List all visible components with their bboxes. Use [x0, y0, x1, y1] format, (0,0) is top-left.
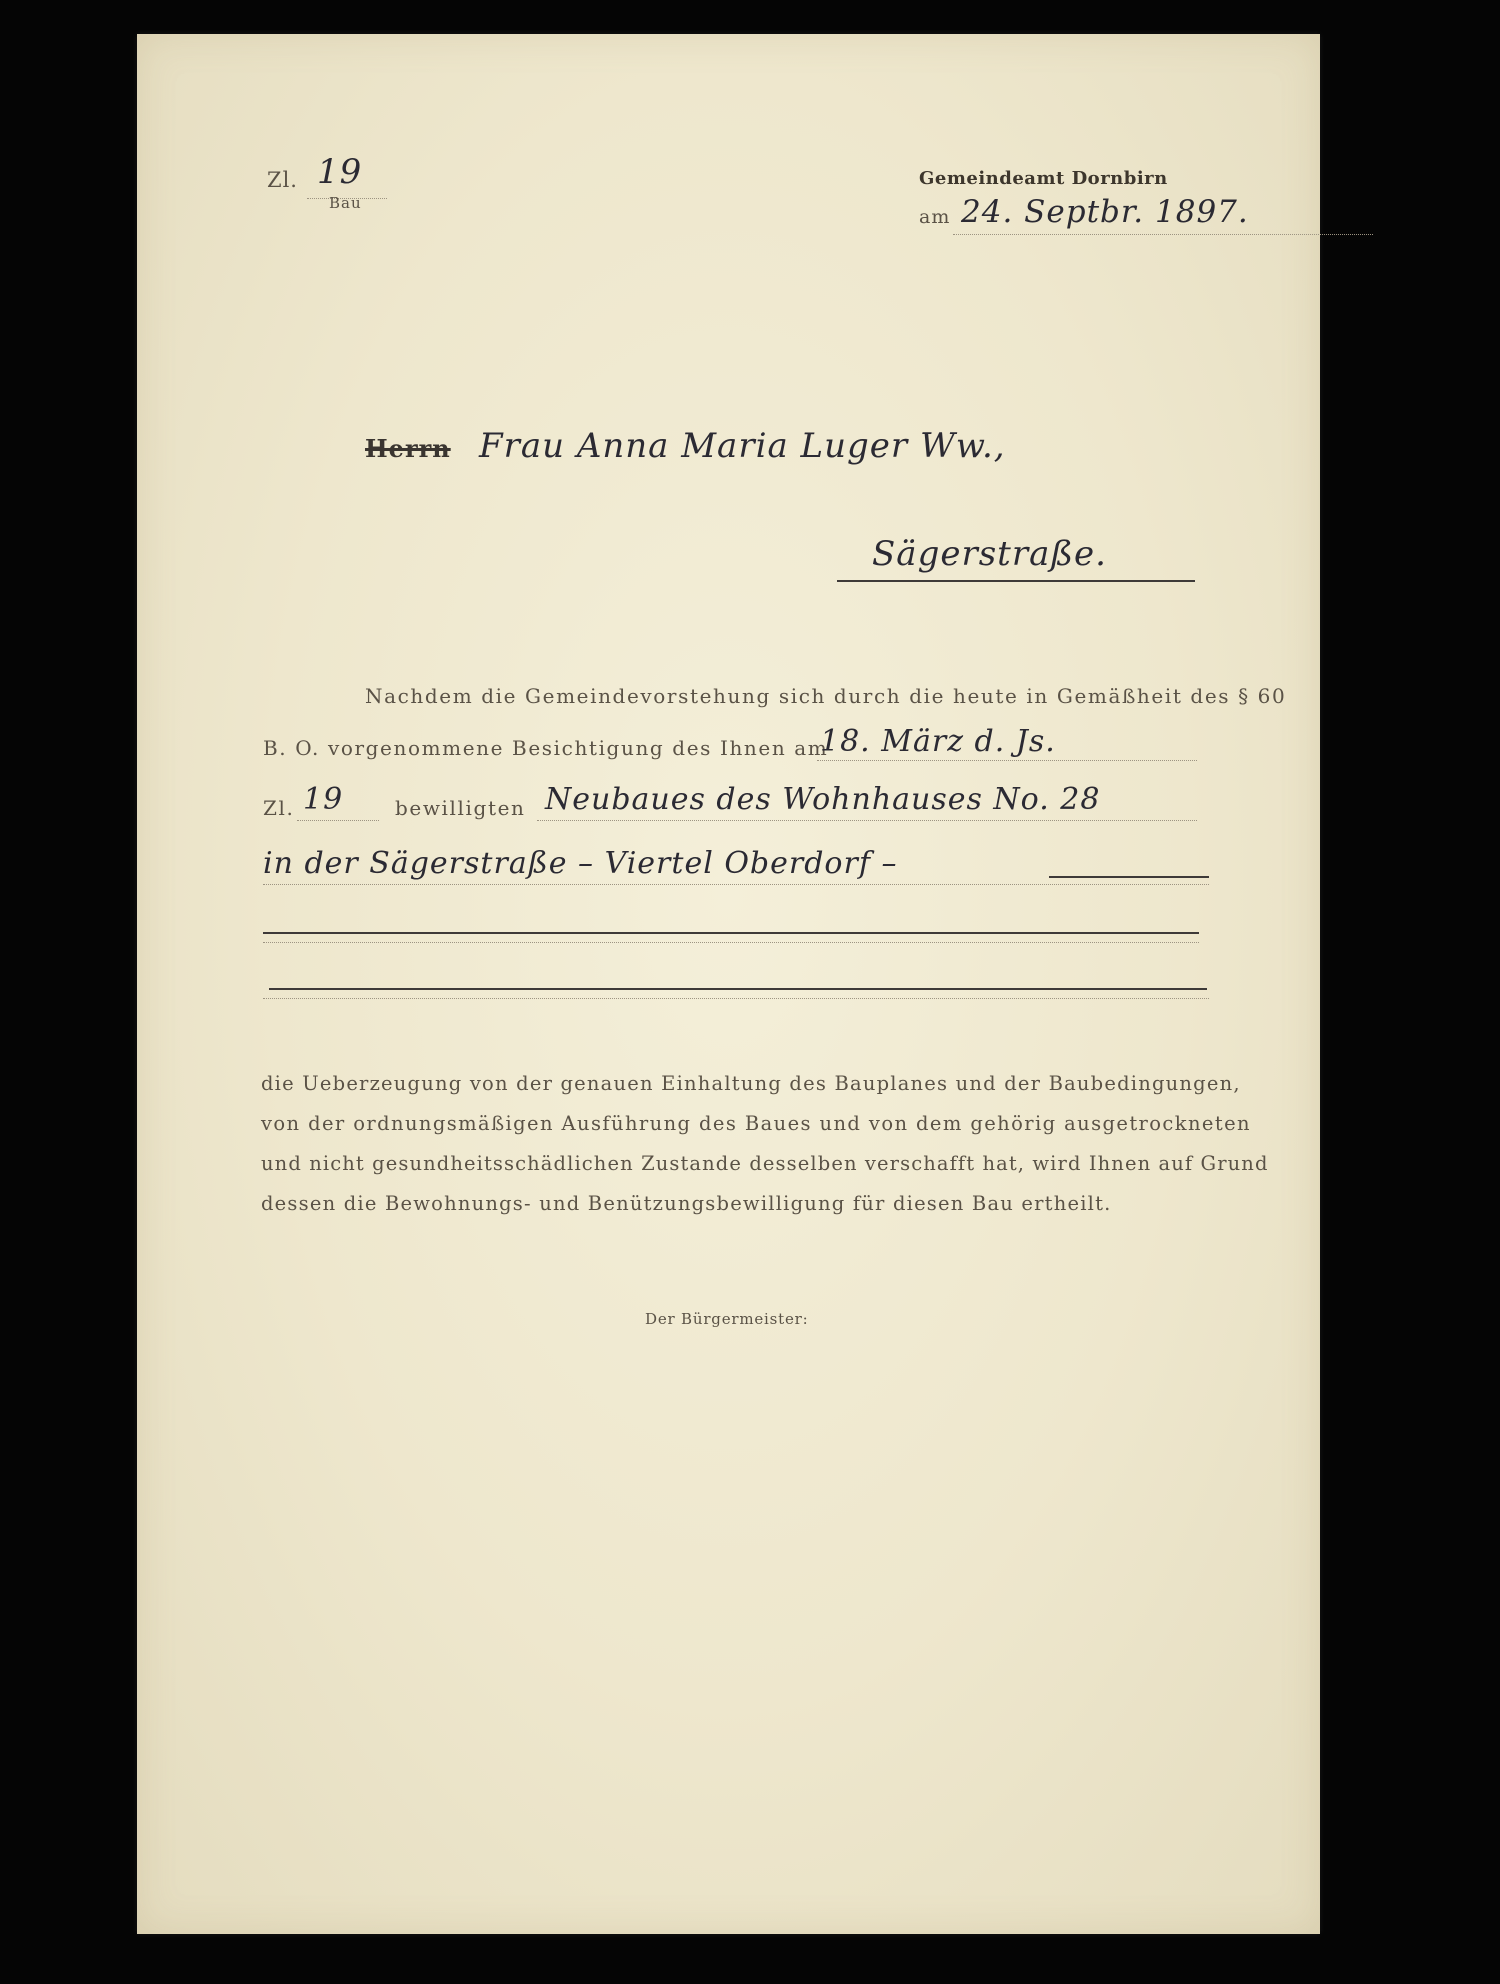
fill-stroke-2 — [269, 988, 1207, 990]
para2-line-4: dessen die Bewohnungs- und Benützungsbewilligung für diesen Bau ertheilt. — [261, 1192, 1112, 1215]
zl-number: 19 — [317, 152, 363, 192]
addressee-name: Frau Anna Maria Luger Ww., — [479, 426, 1006, 466]
date-dotline — [953, 234, 1373, 235]
line-4-dotline — [263, 884, 1209, 885]
body-line-2-print: B. O. vorgenommene Besichtigung des Ihnen am — [263, 736, 829, 760]
body-line-3-hand: Neubaues des Wohnhauses No. 28 — [545, 782, 1101, 817]
body-line-4-hand: in der Sägerstraße – Viertel Oberdorf – — [263, 846, 898, 881]
body-line-1: Nachdem die Gemeindevorstehung sich durch die heute in Gemäßheit des § 60 — [365, 684, 1287, 708]
zl-label: Zl. — [267, 168, 298, 192]
fill-stroke-1 — [263, 932, 1199, 934]
line-2-dotline — [817, 760, 1197, 761]
addressee-street: Sägerstraße. — [872, 534, 1107, 574]
body-line-3-zl: Zl. — [263, 796, 295, 820]
body-line-3-print: bewilligten — [395, 796, 526, 820]
body-line-3-num: 19 — [303, 782, 344, 817]
para2-line-2: von der ordnungsmäßigen Ausführung des Baues und von dem gehörig ausgetrockneten — [261, 1112, 1251, 1135]
street-underline — [837, 580, 1195, 582]
para2-line-1: die Ueberzeugung von der genauen Einhaltung des Bauplanes und der Baubedingungen, — [261, 1072, 1241, 1095]
fill-dotline-2 — [263, 998, 1209, 999]
line-3-num-dotline — [297, 820, 379, 821]
document-sheet — [137, 34, 1320, 1934]
line-3-dotline — [537, 820, 1197, 821]
fill-dotline-1 — [263, 942, 1199, 943]
para2-line-3: und nicht gesundheitsschädlichen Zustande desselben verschafft hat, wird Ihnen auf Grund — [261, 1152, 1269, 1175]
body-line-2-hand: 18. März d. Js. — [820, 724, 1056, 759]
zl-sub: Bau — [329, 194, 362, 212]
line-4-fill-stroke — [1049, 876, 1209, 878]
date-value: 24. Septbr. 1897. — [961, 194, 1249, 230]
date-prefix: am — [919, 206, 951, 228]
office-name: Gemeindeamt Dornbirn — [919, 168, 1168, 189]
signature-label: Der Bürgermeister: — [645, 1310, 809, 1328]
crossed-title: Herrn — [365, 434, 451, 463]
